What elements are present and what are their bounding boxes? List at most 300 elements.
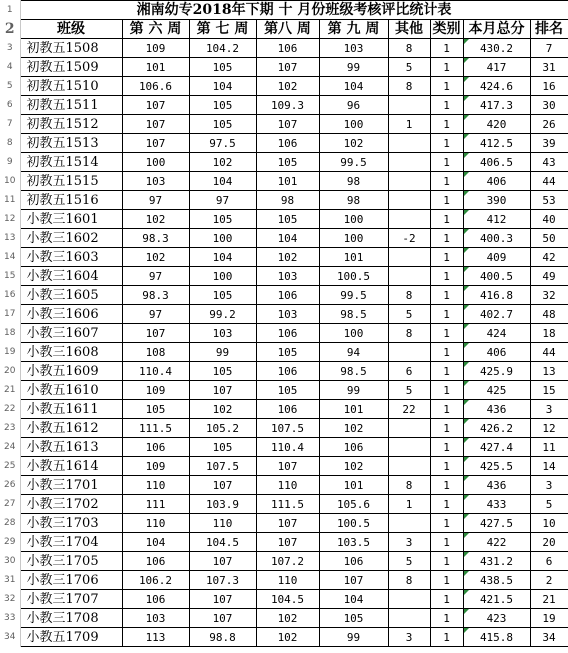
total-cell[interactable]: 416.8 [463,286,530,305]
week8-cell[interactable]: 110 [256,476,319,495]
other-cell[interactable]: 5 [388,58,430,77]
rank-cell[interactable]: 6 [530,552,568,571]
week9-cell[interactable]: 107 [319,571,388,590]
other-cell[interactable]: 8 [388,324,430,343]
week6-cell[interactable]: 97 [122,305,189,324]
row-number[interactable]: 3 [0,39,20,58]
week8-cell[interactable]: 105 [256,343,319,362]
other-cell[interactable]: 22 [388,400,430,419]
category-cell[interactable]: 1 [430,286,463,305]
total-cell[interactable]: 421.5 [463,590,530,609]
class-cell[interactable]: 小教三1608 [20,343,122,362]
other-cell[interactable] [388,172,430,191]
week8-cell[interactable]: 102 [256,248,319,267]
week6-cell[interactable]: 103 [122,172,189,191]
week9-cell[interactable]: 96 [319,96,388,115]
rank-cell[interactable]: 30 [530,96,568,115]
category-cell[interactable]: 1 [430,362,463,381]
week9-cell[interactable]: 105 [319,609,388,628]
class-cell[interactable]: 初教五1515 [20,172,122,191]
week7-cell[interactable]: 104 [189,172,256,191]
category-cell[interactable]: 1 [430,495,463,514]
rank-cell[interactable]: 42 [530,248,568,267]
week9-cell[interactable]: 106 [319,552,388,571]
row-number[interactable]: 18 [0,324,20,343]
week6-cell[interactable]: 113 [122,628,189,647]
week9-cell[interactable]: 102 [319,419,388,438]
week7-cell[interactable]: 110 [189,514,256,533]
rank-cell[interactable]: 18 [530,324,568,343]
row-number[interactable]: 10 [0,172,20,191]
category-cell[interactable]: 1 [430,39,463,58]
header-rank[interactable]: 排名 [530,20,568,39]
week8-cell[interactable]: 104 [256,229,319,248]
other-cell[interactable] [388,210,430,229]
other-cell[interactable] [388,457,430,476]
category-cell[interactable]: 1 [430,267,463,286]
class-cell[interactable]: 小教三1702 [20,495,122,514]
total-cell[interactable]: 427.5 [463,514,530,533]
week9-cell[interactable]: 103 [319,39,388,58]
week7-cell[interactable]: 105 [189,115,256,134]
rank-cell[interactable]: 48 [530,305,568,324]
week8-cell[interactable]: 101 [256,172,319,191]
week7-cell[interactable]: 97.5 [189,134,256,153]
total-cell[interactable]: 427.4 [463,438,530,457]
week6-cell[interactable]: 107 [122,96,189,115]
week7-cell[interactable]: 107 [189,552,256,571]
week8-cell[interactable]: 107 [256,514,319,533]
rank-cell[interactable]: 13 [530,362,568,381]
week7-cell[interactable]: 100 [189,229,256,248]
row-number[interactable]: 24 [0,438,20,457]
header-total[interactable]: 本月总分 [463,20,530,39]
week8-cell[interactable]: 107 [256,533,319,552]
week7-cell[interactable]: 100 [189,267,256,286]
week6-cell[interactable]: 101 [122,58,189,77]
total-cell[interactable]: 424 [463,324,530,343]
header-week6[interactable]: 第 六 周 [122,20,189,39]
header-class[interactable]: 班级 [20,20,122,39]
week9-cell[interactable]: 106 [319,438,388,457]
other-cell[interactable]: 5 [388,552,430,571]
week6-cell[interactable]: 111.5 [122,419,189,438]
row-number[interactable]: 7 [0,115,20,134]
category-cell[interactable]: 1 [430,552,463,571]
total-cell[interactable]: 409 [463,248,530,267]
week8-cell[interactable]: 106 [256,362,319,381]
total-cell[interactable]: 400.5 [463,267,530,286]
week6-cell[interactable]: 111 [122,495,189,514]
week9-cell[interactable]: 102 [319,134,388,153]
class-cell[interactable]: 小教三1705 [20,552,122,571]
row-number[interactable]: 33 [0,609,20,628]
header-week9[interactable]: 第 九 周 [319,20,388,39]
week8-cell[interactable]: 103 [256,305,319,324]
class-cell[interactable]: 初教五1508 [20,39,122,58]
week6-cell[interactable]: 110.4 [122,362,189,381]
rank-cell[interactable]: 20 [530,533,568,552]
week7-cell[interactable]: 102 [189,153,256,172]
week8-cell[interactable]: 110 [256,571,319,590]
category-cell[interactable]: 1 [430,628,463,647]
header-category[interactable]: 类别 [430,20,463,39]
other-cell[interactable]: 5 [388,381,430,400]
week6-cell[interactable]: 107 [122,134,189,153]
total-cell[interactable]: 400.3 [463,229,530,248]
sheet-title[interactable]: 湘南幼专2018年下期 十 月份班级考核评比统计表 [20,1,568,20]
rank-cell[interactable]: 32 [530,286,568,305]
other-cell[interactable] [388,590,430,609]
rank-cell[interactable]: 3 [530,400,568,419]
week7-cell[interactable]: 97 [189,191,256,210]
class-cell[interactable]: 小教三1602 [20,229,122,248]
week7-cell[interactable]: 104.2 [189,39,256,58]
row-number[interactable]: 34 [0,628,20,647]
total-cell[interactable]: 406.5 [463,153,530,172]
class-cell[interactable]: 小教五1709 [20,628,122,647]
category-cell[interactable]: 1 [430,476,463,495]
other-cell[interactable] [388,96,430,115]
week7-cell[interactable]: 105.2 [189,419,256,438]
row-number[interactable]: 31 [0,571,20,590]
class-cell[interactable]: 小教五1613 [20,438,122,457]
rank-cell[interactable]: 5 [530,495,568,514]
week6-cell[interactable]: 110 [122,514,189,533]
total-cell[interactable]: 412.5 [463,134,530,153]
week6-cell[interactable]: 97 [122,191,189,210]
row-number[interactable]: 32 [0,590,20,609]
week8-cell[interactable]: 106 [256,286,319,305]
week8-cell[interactable]: 106 [256,39,319,58]
week6-cell[interactable]: 98.3 [122,286,189,305]
week7-cell[interactable]: 107.5 [189,457,256,476]
total-cell[interactable]: 406 [463,343,530,362]
week6-cell[interactable]: 104 [122,533,189,552]
other-cell[interactable]: -2 [388,229,430,248]
week7-cell[interactable]: 103.9 [189,495,256,514]
other-cell[interactable] [388,609,430,628]
other-cell[interactable]: 8 [388,39,430,58]
other-cell[interactable] [388,419,430,438]
row-number[interactable]: 5 [0,77,20,96]
other-cell[interactable]: 8 [388,571,430,590]
other-cell[interactable]: 8 [388,77,430,96]
class-cell[interactable]: 初教五1514 [20,153,122,172]
row-number[interactable]: 13 [0,229,20,248]
total-cell[interactable]: 425.5 [463,457,530,476]
class-cell[interactable]: 小教五1611 [20,400,122,419]
week8-cell[interactable]: 110.4 [256,438,319,457]
rank-cell[interactable]: 49 [530,267,568,286]
class-cell[interactable]: 小教三1605 [20,286,122,305]
week8-cell[interactable]: 105 [256,210,319,229]
rank-cell[interactable]: 31 [530,58,568,77]
other-cell[interactable]: 3 [388,533,430,552]
total-cell[interactable]: 423 [463,609,530,628]
week9-cell[interactable]: 103.5 [319,533,388,552]
week6-cell[interactable]: 98.3 [122,229,189,248]
row-number[interactable]: 20 [0,362,20,381]
week6-cell[interactable]: 102 [122,248,189,267]
row-number[interactable]: 2 [0,20,20,39]
total-cell[interactable]: 412 [463,210,530,229]
category-cell[interactable]: 1 [430,533,463,552]
week7-cell[interactable]: 104 [189,248,256,267]
other-cell[interactable] [388,134,430,153]
week9-cell[interactable]: 99 [319,381,388,400]
week6-cell[interactable]: 107 [122,324,189,343]
class-cell[interactable]: 小教三1607 [20,324,122,343]
other-cell[interactable]: 8 [388,286,430,305]
class-cell[interactable]: 小教三1704 [20,533,122,552]
category-cell[interactable]: 1 [430,381,463,400]
total-cell[interactable]: 424.6 [463,77,530,96]
rank-cell[interactable]: 10 [530,514,568,533]
class-cell[interactable]: 小教三1604 [20,267,122,286]
total-cell[interactable]: 415.8 [463,628,530,647]
week9-cell[interactable]: 100 [319,324,388,343]
total-cell[interactable]: 425.9 [463,362,530,381]
week9-cell[interactable]: 99 [319,628,388,647]
week9-cell[interactable]: 101 [319,400,388,419]
week8-cell[interactable]: 105 [256,381,319,400]
week7-cell[interactable]: 105 [189,58,256,77]
total-cell[interactable]: 417 [463,58,530,77]
week7-cell[interactable]: 105 [189,362,256,381]
week8-cell[interactable]: 103 [256,267,319,286]
class-cell[interactable]: 小教五1610 [20,381,122,400]
week7-cell[interactable]: 105 [189,96,256,115]
category-cell[interactable]: 1 [430,172,463,191]
class-cell[interactable]: 初教五1513 [20,134,122,153]
week9-cell[interactable]: 100 [319,229,388,248]
week6-cell[interactable]: 109 [122,39,189,58]
rank-cell[interactable]: 53 [530,191,568,210]
total-cell[interactable]: 425 [463,381,530,400]
category-cell[interactable]: 1 [430,153,463,172]
category-cell[interactable]: 1 [430,590,463,609]
rank-cell[interactable]: 44 [530,172,568,191]
row-number[interactable]: 4 [0,58,20,77]
week7-cell[interactable]: 99 [189,343,256,362]
row-number[interactable]: 25 [0,457,20,476]
rank-cell[interactable]: 11 [530,438,568,457]
week6-cell[interactable]: 102 [122,210,189,229]
category-cell[interactable]: 1 [430,400,463,419]
rank-cell[interactable]: 43 [530,153,568,172]
category-cell[interactable]: 1 [430,229,463,248]
week6-cell[interactable]: 108 [122,343,189,362]
week7-cell[interactable]: 102 [189,400,256,419]
week7-cell[interactable]: 107 [189,476,256,495]
week9-cell[interactable]: 98.5 [319,305,388,324]
other-cell[interactable]: 3 [388,628,430,647]
week9-cell[interactable]: 100.5 [319,267,388,286]
week7-cell[interactable]: 107.3 [189,571,256,590]
week9-cell[interactable]: 99 [319,58,388,77]
week8-cell[interactable]: 102 [256,628,319,647]
row-number[interactable]: 29 [0,533,20,552]
total-cell[interactable]: 406 [463,172,530,191]
header-week8[interactable]: 第八 周 [256,20,319,39]
other-cell[interactable] [388,267,430,286]
row-number[interactable]: 1 [0,1,20,20]
category-cell[interactable]: 1 [430,343,463,362]
week8-cell[interactable]: 107 [256,457,319,476]
class-cell[interactable]: 小教五1609 [20,362,122,381]
category-cell[interactable]: 1 [430,134,463,153]
rank-cell[interactable]: 40 [530,210,568,229]
week7-cell[interactable]: 107 [189,609,256,628]
week9-cell[interactable]: 100 [319,210,388,229]
rank-cell[interactable]: 2 [530,571,568,590]
week7-cell[interactable]: 104.5 [189,533,256,552]
week9-cell[interactable]: 100.5 [319,514,388,533]
week9-cell[interactable]: 104 [319,590,388,609]
category-cell[interactable]: 1 [430,96,463,115]
class-cell[interactable]: 小教三1708 [20,609,122,628]
other-cell[interactable]: 1 [388,115,430,134]
total-cell[interactable]: 431.2 [463,552,530,571]
week7-cell[interactable]: 99.2 [189,305,256,324]
week7-cell[interactable]: 98.8 [189,628,256,647]
category-cell[interactable]: 1 [430,77,463,96]
other-cell[interactable] [388,514,430,533]
category-cell[interactable]: 1 [430,115,463,134]
class-cell[interactable]: 初教五1516 [20,191,122,210]
category-cell[interactable]: 1 [430,571,463,590]
rank-cell[interactable]: 39 [530,134,568,153]
other-cell[interactable] [388,153,430,172]
row-number[interactable]: 6 [0,96,20,115]
other-cell[interactable] [388,191,430,210]
class-cell[interactable]: 小教五1614 [20,457,122,476]
rank-cell[interactable]: 12 [530,419,568,438]
week9-cell[interactable]: 94 [319,343,388,362]
category-cell[interactable]: 1 [430,210,463,229]
week9-cell[interactable]: 98 [319,172,388,191]
row-number[interactable]: 12 [0,210,20,229]
rank-cell[interactable]: 16 [530,77,568,96]
category-cell[interactable]: 1 [430,248,463,267]
class-cell[interactable]: 小教三1703 [20,514,122,533]
category-cell[interactable]: 1 [430,324,463,343]
rank-cell[interactable]: 50 [530,229,568,248]
week9-cell[interactable]: 100 [319,115,388,134]
header-week7[interactable]: 第 七 周 [189,20,256,39]
other-cell[interactable]: 6 [388,362,430,381]
row-number[interactable]: 26 [0,476,20,495]
total-cell[interactable]: 436 [463,400,530,419]
category-cell[interactable]: 1 [430,438,463,457]
week8-cell[interactable]: 102 [256,609,319,628]
row-number[interactable]: 27 [0,495,20,514]
week8-cell[interactable]: 111.5 [256,495,319,514]
week9-cell[interactable]: 101 [319,476,388,495]
week6-cell[interactable]: 106 [122,438,189,457]
week6-cell[interactable]: 97 [122,267,189,286]
total-cell[interactable]: 420 [463,115,530,134]
rank-cell[interactable]: 19 [530,609,568,628]
week8-cell[interactable]: 105 [256,153,319,172]
week9-cell[interactable]: 101 [319,248,388,267]
week6-cell[interactable]: 106 [122,552,189,571]
week8-cell[interactable]: 109.3 [256,96,319,115]
class-cell[interactable]: 初教五1509 [20,58,122,77]
week7-cell[interactable]: 105 [189,438,256,457]
category-cell[interactable]: 1 [430,457,463,476]
week8-cell[interactable]: 106 [256,324,319,343]
total-cell[interactable]: 430.2 [463,39,530,58]
category-cell[interactable]: 1 [430,419,463,438]
total-cell[interactable]: 426.2 [463,419,530,438]
total-cell[interactable]: 402.7 [463,305,530,324]
row-number[interactable]: 11 [0,191,20,210]
rank-cell[interactable]: 44 [530,343,568,362]
row-number[interactable]: 30 [0,552,20,571]
total-cell[interactable]: 417.3 [463,96,530,115]
other-cell[interactable] [388,438,430,457]
week6-cell[interactable]: 103 [122,609,189,628]
week9-cell[interactable]: 104 [319,77,388,96]
row-number[interactable]: 23 [0,419,20,438]
week8-cell[interactable]: 107.2 [256,552,319,571]
week8-cell[interactable]: 107.5 [256,419,319,438]
class-cell[interactable]: 小教三1603 [20,248,122,267]
category-cell[interactable]: 1 [430,609,463,628]
class-cell[interactable]: 初教五1512 [20,115,122,134]
week8-cell[interactable]: 104.5 [256,590,319,609]
week6-cell[interactable]: 105 [122,400,189,419]
rank-cell[interactable]: 26 [530,115,568,134]
week7-cell[interactable]: 107 [189,590,256,609]
other-cell[interactable]: 8 [388,476,430,495]
class-cell[interactable]: 小教三1707 [20,590,122,609]
week6-cell[interactable]: 106.6 [122,77,189,96]
other-cell[interactable]: 1 [388,495,430,514]
class-cell[interactable]: 初教五1511 [20,96,122,115]
other-cell[interactable]: 5 [388,305,430,324]
week8-cell[interactable]: 102 [256,77,319,96]
week6-cell[interactable]: 109 [122,381,189,400]
category-cell[interactable]: 1 [430,305,463,324]
week7-cell[interactable]: 103 [189,324,256,343]
row-number[interactable]: 9 [0,153,20,172]
class-cell[interactable]: 小教三1606 [20,305,122,324]
week6-cell[interactable]: 106.2 [122,571,189,590]
week9-cell[interactable]: 105.6 [319,495,388,514]
week8-cell[interactable]: 98 [256,191,319,210]
rank-cell[interactable]: 21 [530,590,568,609]
week7-cell[interactable]: 105 [189,210,256,229]
total-cell[interactable]: 438.5 [463,571,530,590]
week8-cell[interactable]: 107 [256,115,319,134]
total-cell[interactable]: 436 [463,476,530,495]
rank-cell[interactable]: 14 [530,457,568,476]
week8-cell[interactable]: 107 [256,58,319,77]
week6-cell[interactable]: 106 [122,590,189,609]
week9-cell[interactable]: 99.5 [319,153,388,172]
row-number[interactable]: 15 [0,267,20,286]
week7-cell[interactable]: 104 [189,77,256,96]
row-number[interactable]: 21 [0,381,20,400]
total-cell[interactable]: 433 [463,495,530,514]
week9-cell[interactable]: 99.5 [319,286,388,305]
week7-cell[interactable]: 105 [189,286,256,305]
rank-cell[interactable]: 7 [530,39,568,58]
class-cell[interactable]: 小教三1601 [20,210,122,229]
